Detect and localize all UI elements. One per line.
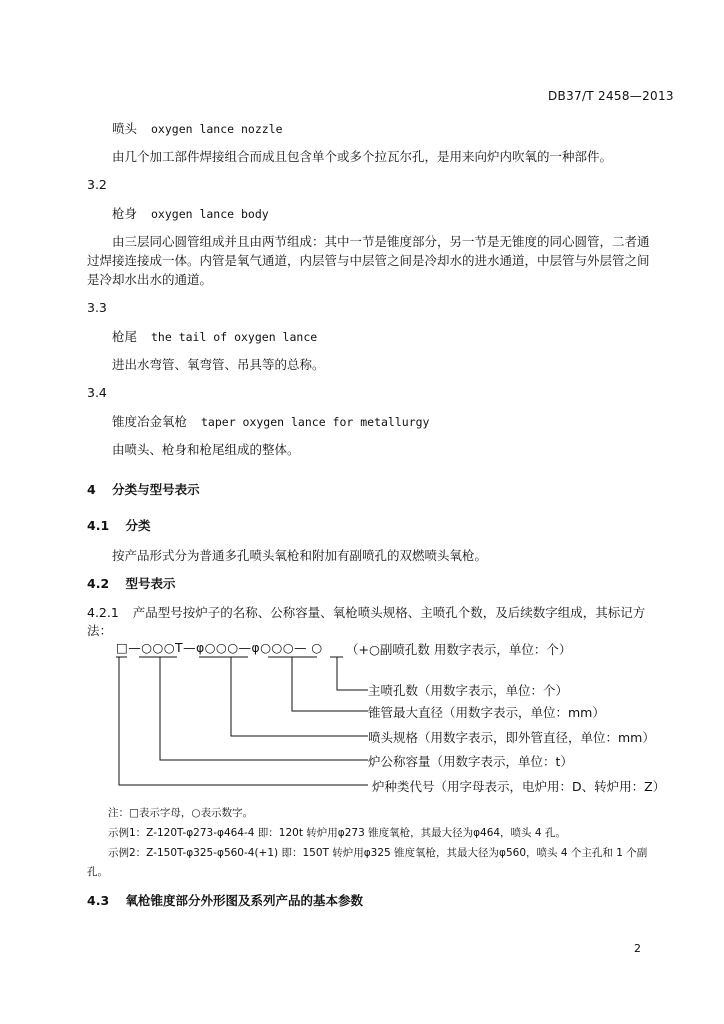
term-zh: 枪尾: [112, 329, 138, 344]
subsection-title: 氧枪锥度部分外形图及系列产品的基本参数: [125, 893, 364, 908]
example-continuation: 孔。: [87, 866, 108, 878]
term-en: taper oxygen lance for metallurgy: [201, 415, 430, 429]
term-definition: 由喷头、枪身和枪尾组成的整体。: [112, 442, 300, 457]
diagram-label: 主喷孔数（用数字表示，单位：个）: [368, 683, 569, 698]
paragraph: 按产品形式分为普通多孔喷头氧枪和附加有副喷孔的双燃喷头氧枪。: [112, 548, 488, 563]
clause-number: 4.2.1: [87, 605, 119, 620]
diagram-label: 锥管最大直径（用数字表示，单位：mm）: [368, 705, 605, 720]
diagram-label: 炉公称容量（用数字表示，单位：t）: [368, 754, 573, 769]
note: 注：□表示字母，○表示数字。: [108, 807, 254, 819]
model-code-tail: （+○副喷孔数 用数字表示，单位：个）: [346, 642, 572, 657]
term-zh: 枪身: [112, 206, 138, 221]
diagram-label: 喷头规格（用数字表示，即外管直径，单位：mm）: [368, 730, 655, 745]
term-definition: 由几个加工部件焊接组合而成且包含单个或多个拉瓦尔孔，是用来向炉内吹氧的一种部件。: [112, 149, 613, 164]
leader-line: [337, 657, 368, 690]
term-definition-line: 是冷却水出水的通道。: [87, 272, 213, 287]
clause-number: 3.2: [87, 177, 107, 192]
paragraph-line: 法：: [87, 623, 113, 638]
leader-line: [231, 657, 368, 736]
subsection-number: 4.3: [87, 893, 110, 908]
term-zh: 锥度冶金氧枪: [112, 414, 188, 429]
term-en: oxygen lance nozzle: [151, 122, 283, 136]
term-definition-line: 由三层同心圆管组成并且由两节组成：其中一节是锥度部分，另一节是无锥度的同心圆管，二者通: [112, 234, 650, 249]
paragraph-line: 产品型号按炉子的名称、公称容量、氧枪喷头规格、主喷孔个数，及后续数字组成，其标记方: [132, 605, 646, 620]
term-en: oxygen lance body: [151, 207, 269, 221]
example: 示例2：Z-150T-φ325-φ560-4(+1) 即：150T 转炉用φ325 锥度氧枪，其最大径为φ560，喷头 4 个主孔和 1 个副: [108, 847, 648, 859]
section-title: 分类与型号表示: [112, 482, 200, 497]
model-code: □—○○○T—φ○○○—φ○○○— ○: [116, 640, 323, 655]
document-code: DB37/T 2458—2013: [548, 89, 674, 103]
subsection-heading: [87, 891, 363, 909]
subsection-title: 型号表示: [125, 576, 176, 591]
subsection-title: 分类: [125, 518, 151, 533]
term-zh: 喷头: [112, 121, 138, 136]
term-definition: 进出水弯管、氧弯管、吊具等的总称。: [112, 357, 325, 372]
clause-number: 3.3: [87, 300, 107, 315]
term-definition-line: 过焊接连接成一体。内管是氧气通道，内层管与中层管之间是冷却水的进水通道，中层管与外层管之间: [87, 253, 650, 268]
leader-line: [292, 657, 368, 711]
term-en: the tail of oxygen lance: [151, 330, 318, 344]
section-number: 4: [87, 482, 96, 497]
clause-number: 3.4: [87, 385, 107, 400]
example: 示例1：Z-120T-φ273-φ464-4 即：120t 转炉用φ273 锥度氧枪，其最大径为φ464，喷头 4 孔。: [108, 827, 566, 839]
diagram-label: 炉种类代号（用字母表示，电炉用：D、转炉用：Z）: [372, 779, 666, 794]
leader-line: [119, 657, 368, 785]
page-number: 2: [634, 942, 641, 955]
subsection-number: 4.2: [87, 576, 110, 591]
subsection-number: 4.1: [87, 518, 110, 533]
